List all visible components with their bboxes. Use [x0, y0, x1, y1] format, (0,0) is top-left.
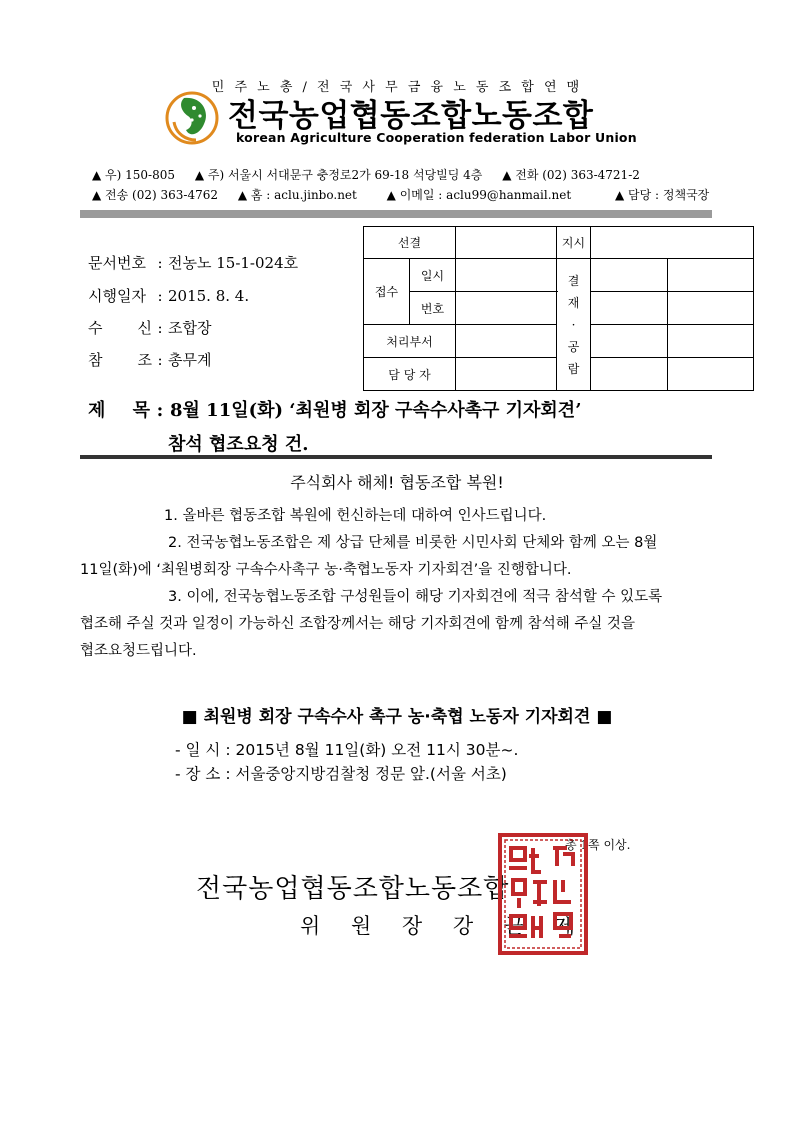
paragraph-3-line-2: 협조해 주실 것과 일정이 가능하신 조합장께서는 해당 기자회견에 함께 참석해 주실 것을: [80, 616, 635, 632]
recipient: 조합장: [168, 319, 212, 337]
event-title: ■ 최원병 회장 구속수사 촉구 농·축협 노동자 기자회견 ■: [181, 707, 613, 727]
federation-line: 민 주 노 총 / 전 국 사 무 금 융 노 동 조 합 연 맹: [211, 80, 583, 95]
signature-name: 위 원 장 강 근 제: [300, 914, 588, 938]
event-date: - 일 시 : 2015년 8월 11일(화) 오전 11시 30분~.: [175, 741, 519, 759]
contact-line-1: [92, 166, 656, 183]
address: ▲ 주) 서울시 서대문구 충정로2가 69-18 석당빌딩 4층: [194, 168, 483, 182]
doc-number-row: 문서번호 : 전농노 15-1-024호: [88, 254, 299, 272]
union-logo: [164, 90, 220, 146]
page-count: 총 1쪽 이상.: [565, 838, 631, 852]
event-place: - 장 소 : 서울중앙지방검찰청 정문 앞.(서울 서초): [175, 765, 507, 783]
cell-gyeoljae: 결 재 · 공 람: [557, 259, 591, 391]
approval-table: [363, 226, 754, 391]
doc-number: 전농노 15-1-024호: [168, 254, 299, 272]
subject-line-1: 제 목 : 8월 11일(화) ‘최원병 회장 구속수사촉구 기자회견’: [88, 396, 581, 422]
body-paragraphs: [80, 503, 712, 665]
postal-code: ▲ 우) 150-805: [92, 168, 175, 182]
org-english-name: korean Agriculture Cooperation federation Labor Union: [236, 130, 637, 145]
subject-line-2: 참석 협조요청 건.: [168, 434, 309, 455]
phone: ▲ 전화 (02) 363-4721-2: [502, 168, 640, 182]
cell-jeopsu: 접수: [364, 259, 410, 325]
paragraph-1: 1. 올바른 협동조합 복원에 헌신하는데 대하여 인사드립니다.: [164, 508, 547, 524]
header-divider: [80, 210, 712, 218]
paragraph-3-line-1: 3. 이에, 전국농협노동조합 구성원들이 해당 기자회견에 적극 참석할 수 있도록: [168, 589, 663, 605]
cell-cheoribuseo: 처리부서: [364, 325, 456, 358]
issue-date: 2015. 8. 4.: [168, 287, 250, 305]
org-title: 전국농업협동조합노동조합: [228, 98, 594, 134]
cell-damdangja: 담 당 자: [364, 358, 456, 391]
headline: 주식회사 해체! 협동조합 복원!: [290, 473, 504, 492]
contact-person: ▲ 담당 : 정책국장: [615, 188, 710, 202]
subject-label: 제 목: [88, 400, 150, 421]
recipient-row: 수 신 : 조합장: [88, 319, 212, 337]
reference-row: 참 조 : 총무계: [88, 351, 212, 369]
fax: ▲ 전송 (02) 363-4762: [92, 188, 218, 202]
cell-ilsi: 일시: [410, 259, 456, 292]
paragraph-2-line-2: 11일(화)에 ‘최원병회장 구속수사촉구 농·축협노동자 기자회견’을 진행합니다.: [80, 562, 572, 578]
doc-number-label: 문서번호: [88, 254, 146, 272]
contact-line-2: [92, 186, 725, 203]
date-row: 시행일자 : 2015. 8. 4.: [88, 287, 250, 305]
homepage: ▲ 홈 : aclu.jinbo.net: [237, 188, 357, 202]
subject-title: 8월 11일(화) ‘최원병 회장 구속수사촉구 기자회견’: [170, 400, 582, 421]
date-label: 시행일자: [88, 287, 146, 305]
subject-divider: [80, 455, 712, 459]
signature-org: 전국농업협동조합노동조합: [196, 874, 510, 904]
paragraph-3-line-3: 협조요청드립니다.: [80, 643, 197, 659]
reference: 총무계: [168, 351, 212, 369]
cell-seongyeol: 선결: [364, 227, 456, 259]
paragraph-2-line-1: 2. 전국농협노동조합은 제 상급 단체를 비롯한 시민사회 단체와 함께 오는 8월: [168, 535, 658, 551]
cell-jisi: 지시: [557, 227, 591, 259]
recipient-label: 수 신: [88, 319, 152, 337]
email: ▲ 이메일 : aclu99@hanmail.net: [386, 188, 572, 202]
cell-beonho: 번호: [410, 292, 456, 325]
official-seal: [497, 832, 589, 956]
reference-label: 참 조: [88, 351, 152, 369]
